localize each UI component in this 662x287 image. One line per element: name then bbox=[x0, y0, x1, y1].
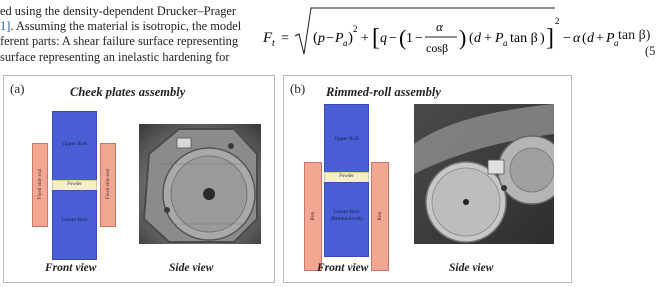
eq-big-paren-close: ) bbox=[459, 25, 467, 50]
eq-alpha-2: α bbox=[573, 31, 581, 46]
eq-paren3-open: ( bbox=[582, 31, 587, 46]
right-fixed-side-seal bbox=[100, 143, 116, 227]
eq-Pa-3-sub: a bbox=[614, 38, 619, 48]
paper-text-line-3: ferent parts: A shear failure surface representing bbox=[0, 34, 239, 48]
right-rim-label: Rim bbox=[377, 211, 383, 221]
paper-text-line-2 bbox=[0, 19, 241, 34]
eq-minus-1: − bbox=[326, 31, 334, 46]
eq-Pa-3: P bbox=[606, 31, 615, 46]
eq-lhs-sub: t bbox=[272, 38, 275, 49]
eq-alpha-num: α bbox=[436, 19, 443, 34]
eq-tanbeta: tan β bbox=[510, 31, 538, 46]
eq-tail-tan: tan β bbox=[618, 28, 646, 43]
upper-roll-label: Upper Roll bbox=[62, 141, 87, 147]
side-view-photo-cheek-plates bbox=[139, 124, 261, 244]
right-seal-label: Fixed side seal bbox=[105, 168, 111, 200]
eq-equals: = bbox=[281, 31, 289, 46]
eq-paren-close: ) bbox=[348, 30, 353, 46]
eq-lhs: F bbox=[263, 30, 273, 46]
eq-Pa: P bbox=[335, 31, 344, 46]
lower-roll-b-label: Lower Roll bbox=[333, 209, 360, 215]
left-rim-label: Rim bbox=[310, 211, 316, 221]
eq-q: q bbox=[380, 31, 387, 46]
upper-roll bbox=[52, 111, 97, 181]
powder-region: Powder bbox=[52, 180, 97, 191]
paper-text-line-1: ed using the density-dependent Drucker–Prager bbox=[0, 4, 237, 18]
eq-plus-3: + bbox=[596, 31, 604, 46]
left-fixed-side-seal bbox=[32, 143, 48, 227]
upper-roll-b-label: Upper Roll bbox=[334, 136, 359, 142]
upper-roll-b bbox=[324, 104, 369, 173]
eq-Pa-sub: a bbox=[343, 38, 348, 48]
paper-text-line-4: surface representing an inelastic hardening for bbox=[0, 50, 230, 64]
figure-panel-a bbox=[3, 75, 275, 283]
eq-paren-open: ( bbox=[313, 30, 318, 46]
eq-power-2a: 2 bbox=[353, 24, 358, 34]
eq-tail: tan β) bbox=[618, 28, 651, 43]
eq-p: p bbox=[318, 31, 325, 46]
lower-roll bbox=[52, 190, 97, 260]
eq-Pa-2-sub: a bbox=[503, 38, 508, 48]
eq-Pa-2: P bbox=[495, 31, 504, 46]
panel-b-side-view-label: Side view bbox=[449, 262, 494, 274]
panel-a-title: Cheek plates assembly bbox=[70, 85, 186, 99]
eq-bracket-close: ] bbox=[546, 25, 554, 51]
side-view-photo-rimmed-roll bbox=[414, 104, 554, 244]
panel-b-title: Rimmed-roll assembly bbox=[326, 85, 441, 99]
eq-minus-4: − bbox=[563, 31, 571, 46]
drucker-prager-equation bbox=[259, 2, 639, 68]
eq-paren2-open: ( bbox=[469, 31, 474, 46]
citation-link[interactable]: 1] bbox=[0, 19, 11, 33]
left-rim bbox=[304, 162, 322, 271]
right-rim bbox=[371, 162, 389, 271]
eq-big-paren-open: ( bbox=[399, 25, 407, 50]
eq-minus-3: − bbox=[415, 31, 423, 46]
eq-bracket-open: [ bbox=[372, 25, 380, 51]
panel-b-front-view-label: Front view bbox=[317, 262, 369, 274]
eq-minus-2: − bbox=[389, 31, 397, 46]
eq-power-2b: 2 bbox=[555, 16, 560, 26]
eq-d: d bbox=[474, 31, 481, 46]
eq-plus: + bbox=[361, 31, 369, 46]
equation-number: (5 bbox=[645, 44, 656, 58]
eq-paren2-close: ) bbox=[540, 31, 545, 46]
eq-cosbeta: cosβ bbox=[426, 41, 449, 55]
figure-panel-b bbox=[283, 75, 572, 283]
lower-roll-label: Lower Roll bbox=[61, 217, 88, 223]
panel-a-label: (a) bbox=[10, 81, 25, 96]
powder-region-b: Powder bbox=[324, 172, 369, 183]
lower-roll-b-sublabel: (Rimmed-roll) bbox=[330, 216, 363, 222]
lower-rimmed-roll bbox=[324, 182, 369, 257]
panel-a-front-view-label: Front view bbox=[45, 262, 97, 274]
eq-d-2: d bbox=[587, 31, 594, 46]
left-seal-label: Fixed side seal bbox=[37, 168, 43, 200]
eq-plus-2: + bbox=[484, 31, 492, 46]
eq-one: 1 bbox=[406, 31, 413, 46]
panel-b-label: (b) bbox=[290, 81, 306, 96]
paper-text-line-2-rest: . Assuming the material is isotropic, the model bbox=[10, 19, 242, 33]
panel-a-side-view-label: Side view bbox=[169, 262, 214, 274]
